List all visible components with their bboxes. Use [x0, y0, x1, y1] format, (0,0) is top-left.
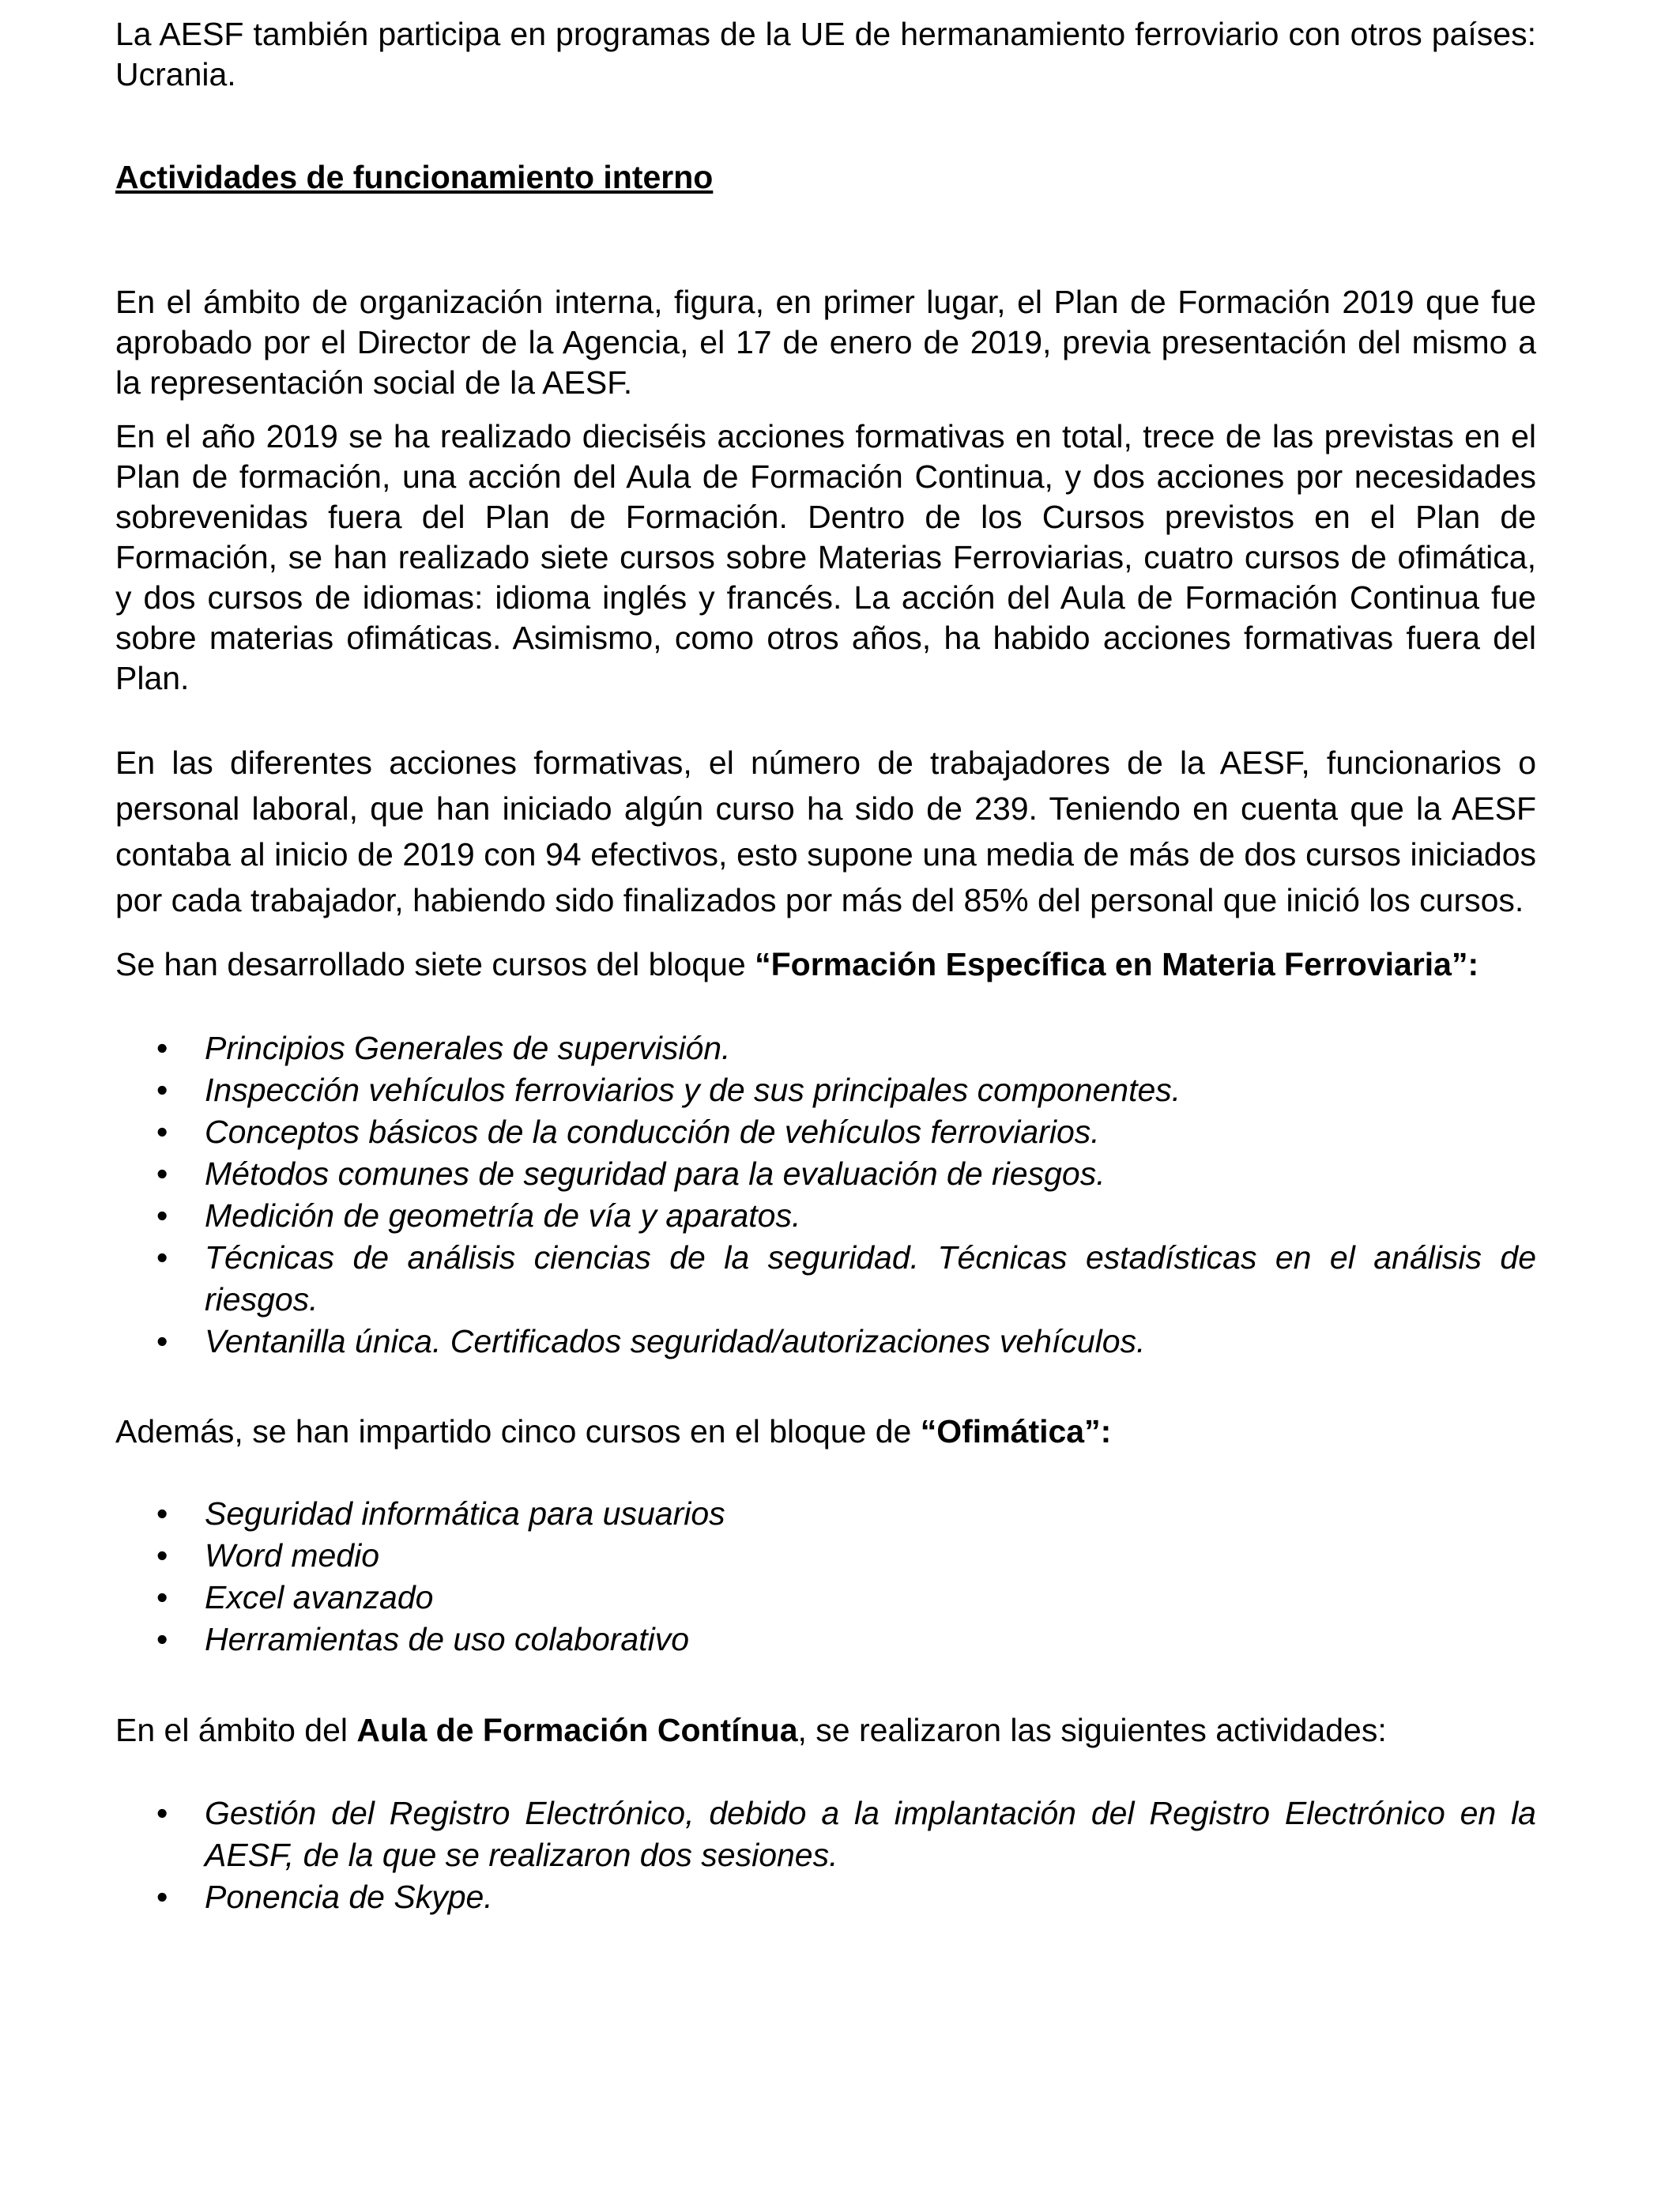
bullet-icon: • — [156, 1621, 168, 1657]
aula-activity-list — [115, 1793, 1536, 1918]
ofimatica-course-list — [115, 1493, 1536, 1661]
list-item-text: Ponencia de Skype. — [205, 1879, 493, 1915]
list-item — [115, 1111, 1536, 1153]
list-item — [115, 1619, 1536, 1661]
bullet-icon: • — [156, 1579, 168, 1615]
bullet-icon: • — [156, 1072, 168, 1108]
list-item-text: Inspección vehículos ferroviarios y de sus principales componentes. — [205, 1072, 1181, 1108]
bullet-icon: • — [156, 1030, 168, 1066]
list-item-text: Métodos comunes de seguridad para la evaluación de riesgos. — [205, 1155, 1106, 1192]
ferro-course-list — [115, 1027, 1536, 1363]
bloque-ofimatica-text: Además, se han impartido cinco cursos en el bloque de — [115, 1413, 921, 1449]
list-item-text: Gestión del Registro Electrónico, debido a la implantación del Registro Electrónico en la AESF, de la que se realizaron dos sesiones. — [205, 1795, 1536, 1873]
bloque-ofimatica-bold: “Ofimática”: — [920, 1413, 1112, 1449]
bullet-icon: • — [156, 1197, 168, 1234]
list-item — [115, 1535, 1536, 1577]
bullet-icon: • — [156, 1239, 168, 1276]
aula-paragraph — [115, 1710, 1536, 1751]
document-page — [115, 14, 1536, 1918]
bullet-icon: • — [156, 1795, 168, 1831]
bloque-ferro-bold: “Formación Específica en Materia Ferroviaria”: — [755, 946, 1479, 982]
list-item-text: Seguridad informática para usuarios — [205, 1495, 725, 1532]
list-item — [115, 1577, 1536, 1619]
list-item-text: Word medio — [205, 1537, 380, 1574]
plan-paragraph: En el ámbito de organización interna, figura, en primer lugar, el Plan de Formación 2019 que fue aprobado por el Director de la Agencia, el 17 de enero de 2019, previa presentación del mismo a la representación social de la AESF. — [115, 284, 1536, 401]
bloque-ofimatica-paragraph — [115, 1412, 1536, 1452]
aula-text-after: , se realizaron las siguientes actividades: — [797, 1712, 1387, 1748]
trabajadores-paragraph: En las diferentes acciones formativas, el número de trabajadores de la AESF, funcionarios o personal laboral, que han iniciado algún curso ha sido de 239. Teniendo en cuenta que la AESF contaba al inicio de 2019 con 94 efectivos, esto supone una media de más de dos cursos iniciados por cada trabajador, habiendo sido finalizados por más del 85% del personal que inició los cursos. — [115, 745, 1536, 918]
list-item — [115, 1237, 1536, 1321]
list-item — [115, 1069, 1536, 1111]
list-item-text: Medición de geometría de vía y aparatos. — [205, 1197, 801, 1234]
bullet-icon: • — [156, 1537, 168, 1574]
list-item-text: Excel avanzado — [205, 1579, 434, 1615]
list-item-text: Principios Generales de supervisión. — [205, 1030, 731, 1066]
aula-bold: Aula de Formación Contínua — [356, 1712, 798, 1748]
bullet-icon: • — [156, 1879, 168, 1915]
section-heading: Actividades de funcionamiento interno — [115, 159, 714, 195]
bullet-icon: • — [156, 1114, 168, 1150]
list-item-text: Herramientas de uso colaborativo — [205, 1621, 690, 1657]
bloque-ferro-text: Se han desarrollado siete cursos del bloque — [115, 946, 755, 982]
bullet-icon: • — [156, 1495, 168, 1532]
list-item — [115, 1793, 1536, 1876]
list-item-text: Conceptos básicos de la conducción de vehículos ferroviarios. — [205, 1114, 1100, 1150]
list-item — [115, 1153, 1536, 1195]
aula-text-before: En el ámbito del — [115, 1712, 357, 1748]
list-item — [115, 1195, 1536, 1237]
acciones-paragraph: En el año 2019 se ha realizado dieciséis acciones formativas en total, trece de las previstas en el Plan de formación, una acción del Aula de Formación Continua, y dos acciones por necesidades sobrevenidas fuera del Plan de Formación. Dentro de los Cursos previstos en el Plan de Formación, se han realizado siete cursos sobre Materias Ferroviarias, cuatro cursos de ofimática, y dos cursos de idiomas: idioma inglés y francés. La acción del Aula de Formación Continua fue sobre materias ofimáticas. Asimismo, como otros años, ha habido acciones formativas fuera del Plan. — [115, 418, 1536, 696]
list-item — [115, 1493, 1536, 1535]
bullet-icon: • — [156, 1323, 168, 1359]
bloque-ferro-paragraph — [115, 944, 1536, 985]
bullet-icon: • — [156, 1155, 168, 1192]
list-item-text: Técnicas de análisis ciencias de la seguridad. Técnicas estadísticas en el análisis de riesgos. — [205, 1239, 1536, 1318]
list-item — [115, 1876, 1536, 1918]
list-item — [115, 1321, 1536, 1363]
list-item — [115, 1027, 1536, 1069]
list-item-text: Ventanilla única. Certificados seguridad/autorizaciones vehículos. — [205, 1323, 1146, 1359]
intro-paragraph: La AESF también participa en programas de la UE de hermanamiento ferroviario con otros países: Ucrania. — [115, 16, 1536, 92]
